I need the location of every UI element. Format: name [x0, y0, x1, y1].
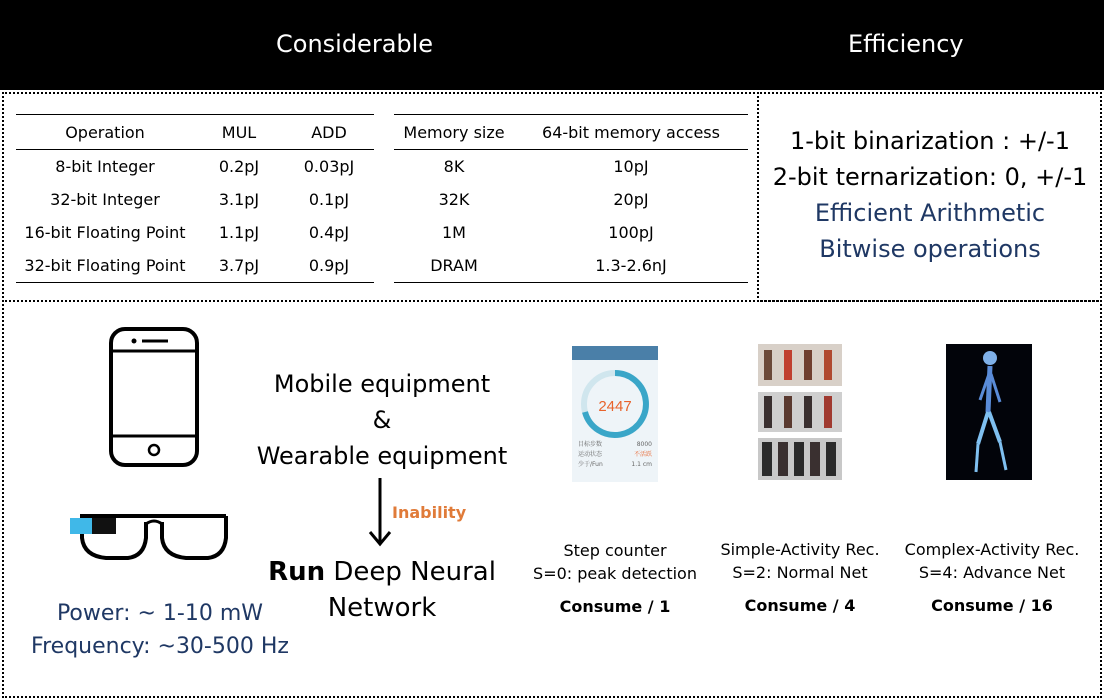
activity-photo [758, 344, 842, 386]
column-header: Memory size [394, 115, 514, 150]
step-ring-icon [572, 360, 658, 440]
table-cell: 20pJ [613, 190, 649, 209]
activity-photo [758, 438, 842, 480]
table-row [394, 216, 748, 249]
binarization-text: 1-bit binarization : +/-1 [790, 127, 1070, 155]
table-row [394, 249, 748, 283]
table-row [394, 150, 748, 184]
column-header: 64-bit memory access [514, 115, 748, 150]
complex-activity-caption: Complex-Activity Rec. [904, 540, 1080, 559]
table-cell: 32-bit Integer [50, 190, 160, 209]
frequency-text: Frequency: ~30-500 Hz [31, 634, 289, 659]
ternarization-text: 2-bit ternarization: 0, +/-1 [772, 163, 1088, 191]
table-cell: 0.1pJ [308, 190, 350, 209]
table-header-row [394, 115, 748, 150]
table-cell: 0.2pJ [218, 157, 260, 176]
skeleton-xray-image [946, 344, 1032, 480]
table-cell: 1.3-2.6nJ [514, 249, 748, 283]
table-cell: 10pJ [613, 157, 649, 176]
inability-label: Inability [392, 503, 467, 522]
efficient-arithmetic-text: Efficient Arithmetic [814, 199, 1046, 227]
table-row [16, 216, 374, 249]
complex-activity-method: S=4: Advance Net [918, 563, 1066, 582]
step-counter-app-screenshot [572, 346, 658, 482]
ampersand-label: & [372, 406, 392, 434]
column-header: MUL [194, 115, 284, 150]
table-row [16, 150, 374, 184]
complex-activity-consume: Consume / 16 [931, 596, 1053, 615]
simple-activity-photos [758, 344, 842, 480]
table-cell: DRAM [394, 249, 514, 283]
memory-energy-table [394, 114, 748, 283]
table-cell: 100pJ [608, 223, 654, 242]
table-cell: 32-bit Floating Point [16, 249, 194, 283]
stat-row: 运动状态 不活跃 [578, 451, 652, 458]
down-arrow-icon [366, 476, 394, 548]
power-text: Power: ~ 1-10 mW [56, 601, 264, 626]
simple-activity-method: S=2: Normal Net [732, 563, 868, 582]
table-cell: 8K [443, 157, 465, 176]
stat-row: 目标步数 8000 [578, 441, 652, 448]
table-cell: 0.4pJ [308, 223, 350, 242]
table-cell: 3.1pJ [218, 190, 260, 209]
step-count-value: 2447 [598, 398, 632, 415]
column-header: Operation [16, 115, 194, 150]
table-cell: 32K [438, 190, 470, 209]
step-counter-caption: Step counter [563, 541, 667, 560]
efficiency-box [757, 92, 1102, 302]
step-counter-consume: Consume / 1 [559, 597, 671, 616]
stat-row: 少于/Fun 1.1 cm [578, 461, 652, 468]
run-bold-text: Run [268, 557, 326, 587]
table-row [16, 183, 374, 216]
table-cell: 16-bit Floating Point [24, 223, 186, 242]
network-label: Network [327, 593, 437, 623]
header-title-considerable: Considerable [276, 30, 434, 58]
run-dnn-label [240, 554, 524, 590]
app-stats [572, 440, 658, 470]
simple-activity-consume: Consume / 4 [744, 596, 856, 615]
mobile-equipment-label: Mobile equipment [273, 370, 491, 398]
table-cell: 1.1pJ [218, 223, 260, 242]
operation-energy-table [16, 114, 374, 283]
column-header: ADD [284, 115, 374, 150]
run-rest-text: Deep Neural [325, 557, 496, 587]
step-counter-method: S=0: peak detection [533, 564, 697, 583]
table-cell: 0.03pJ [303, 157, 355, 176]
activity-photo [758, 392, 842, 432]
header-title-efficiency: Efficiency [848, 30, 964, 58]
table-cell: 8-bit Integer [55, 157, 155, 176]
smart-glasses-icon [66, 504, 232, 566]
table-cell: 3.7pJ [194, 249, 284, 283]
table-cell: 0.9pJ [284, 249, 374, 283]
bitwise-operations-text: Bitwise operations [819, 235, 1041, 263]
table-cell: 1M [442, 223, 466, 242]
table-header-row [16, 115, 374, 150]
smartphone-icon [108, 326, 200, 468]
app-titlebar [572, 346, 658, 360]
table-row [16, 249, 374, 283]
table-row [394, 183, 748, 216]
wearable-equipment-label: Wearable equipment [256, 442, 508, 470]
simple-activity-caption: Simple-Activity Rec. [720, 540, 880, 559]
